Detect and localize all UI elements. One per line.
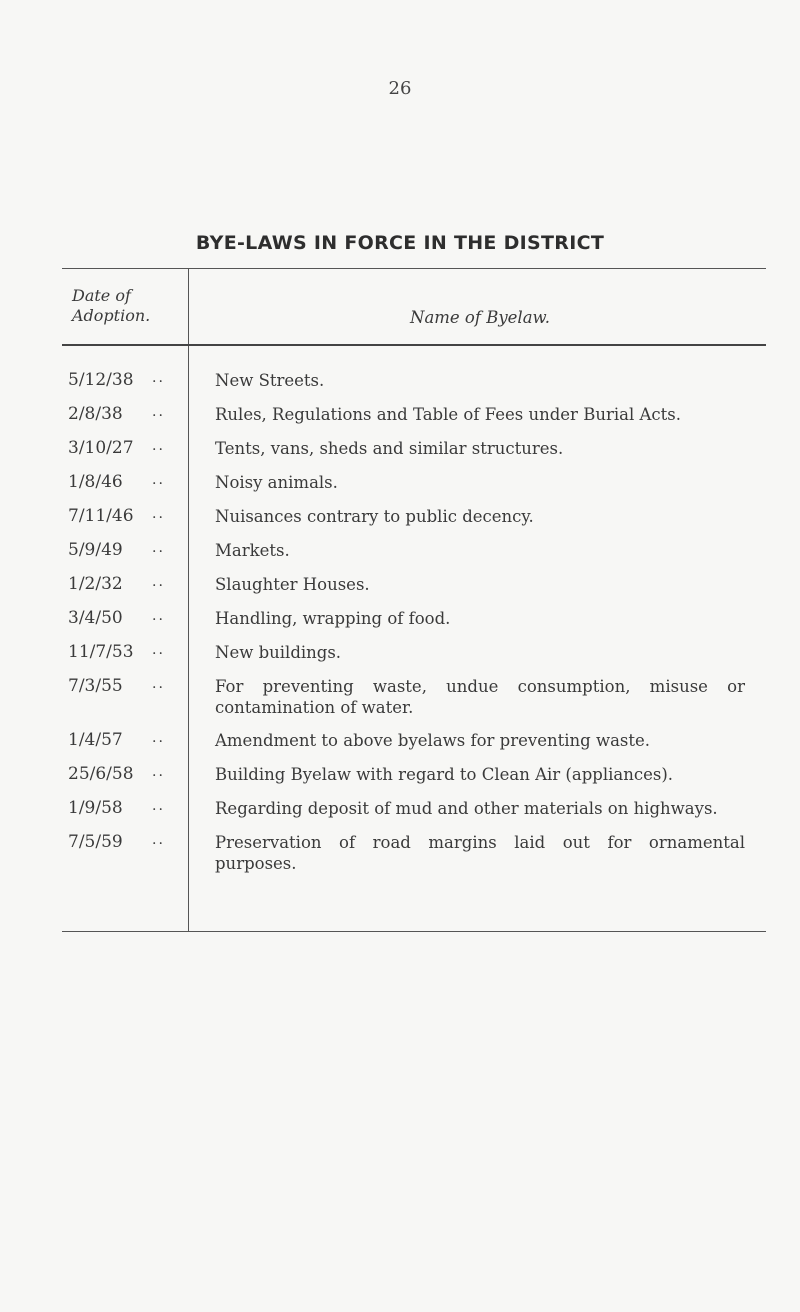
dot-leader: .. xyxy=(152,574,165,590)
adoption-date-cell xyxy=(68,832,180,852)
dot-leader: .. xyxy=(152,832,165,848)
byelaw-name: Markets. xyxy=(215,541,290,560)
byelaw-name: Amendment to above byelaws for preventing waste. xyxy=(215,731,651,750)
byelaw-name: For preventing waste, undue consumption, misuse or contamination of water. xyxy=(215,677,745,717)
adoption-date-cell xyxy=(68,574,180,594)
byelaw-name: New Streets. xyxy=(215,371,325,390)
dot-leader: .. xyxy=(152,676,165,692)
adoption-date: 5/9/49 xyxy=(68,540,123,560)
byelaw-name: Slaughter Houses. xyxy=(215,575,370,594)
byelaws-table xyxy=(0,266,800,966)
dot-leader: .. xyxy=(152,764,165,780)
byelaw-name: Nuisances contrary to public decency. xyxy=(215,507,534,526)
table-bottom-rule xyxy=(62,931,766,932)
adoption-date: 11/7/53 xyxy=(68,642,134,662)
adoption-date-cell xyxy=(68,608,180,628)
header-rule xyxy=(62,344,766,346)
name-column-header: Name of Byelaw. xyxy=(410,308,550,327)
adoption-date: 5/12/38 xyxy=(68,370,134,390)
adoption-date-cell xyxy=(68,730,180,750)
byelaw-name: Noisy animals. xyxy=(215,473,338,492)
adoption-date-cell xyxy=(68,472,180,492)
adoption-date-cell xyxy=(68,676,180,696)
adoption-date-cell xyxy=(68,438,180,458)
dot-leader: .. xyxy=(152,506,165,522)
adoption-date: 25/6/58 xyxy=(68,764,134,784)
date-header-line1: Date of xyxy=(72,286,131,305)
column-divider xyxy=(188,268,189,932)
dot-leader: .. xyxy=(152,608,165,624)
byelaw-name: Handling, wrapping of food. xyxy=(215,609,451,628)
adoption-date: 3/10/27 xyxy=(68,438,134,458)
adoption-date-cell xyxy=(68,404,180,424)
adoption-date-cell xyxy=(68,642,180,662)
adoption-date-cell xyxy=(68,798,180,818)
adoption-date: 1/2/32 xyxy=(68,574,123,594)
dot-leader: .. xyxy=(152,370,165,386)
adoption-date-cell xyxy=(68,540,180,560)
byelaw-name: Regarding deposit of mud and other materials on highways. xyxy=(215,799,718,818)
byelaw-name: Tents, vans, sheds and similar structures. xyxy=(215,439,564,458)
page-title: BYE-LAWS IN FORCE IN THE DISTRICT xyxy=(195,232,605,254)
adoption-date-cell xyxy=(68,506,180,526)
adoption-date: 1/9/58 xyxy=(68,798,123,818)
adoption-date: 7/11/46 xyxy=(68,506,134,526)
adoption-date: 3/4/50 xyxy=(68,608,123,628)
dot-leader: .. xyxy=(152,730,165,746)
adoption-date: 2/8/38 xyxy=(68,404,123,424)
dot-leader: .. xyxy=(152,540,165,556)
date-header-line2: Adoption. xyxy=(72,306,151,325)
table-top-rule xyxy=(62,268,766,269)
adoption-date: 1/4/57 xyxy=(68,730,123,750)
byelaw-name: New buildings. xyxy=(215,643,342,662)
byelaw-name: Rules, Regulations and Table of Fees under Burial Acts. xyxy=(215,405,681,424)
dot-leader: .. xyxy=(152,438,165,454)
dot-leader: .. xyxy=(152,472,165,488)
adoption-date-cell xyxy=(68,370,180,390)
byelaw-name: Preservation of road margins laid out for ornamental purposes. xyxy=(215,833,745,873)
dot-leader: .. xyxy=(152,404,165,420)
dot-leader: .. xyxy=(152,798,165,814)
adoption-date-cell xyxy=(68,764,180,784)
dot-leader: .. xyxy=(152,642,165,658)
date-column-header xyxy=(72,286,150,326)
page-number: 26 xyxy=(388,78,412,99)
adoption-date: 1/8/46 xyxy=(68,472,123,492)
byelaw-name: Building Byelaw with regard to Clean Air (appliances). xyxy=(215,765,674,784)
adoption-date: 7/5/59 xyxy=(68,832,123,852)
adoption-date: 7/3/55 xyxy=(68,676,123,696)
